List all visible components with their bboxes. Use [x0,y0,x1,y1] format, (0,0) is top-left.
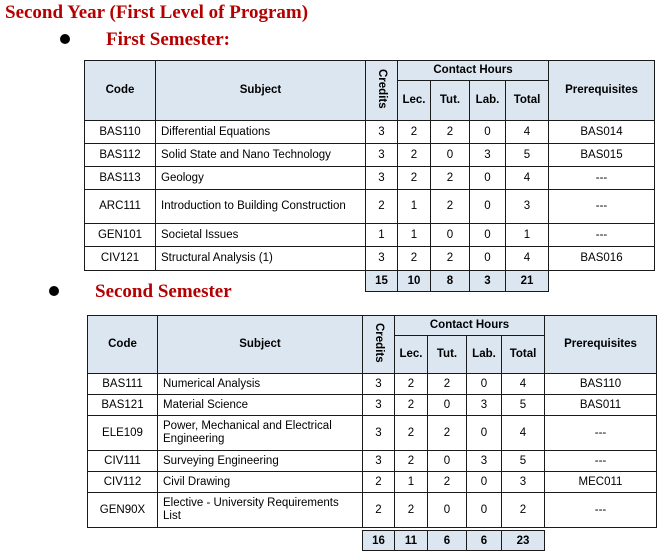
semester-2-totals [362,530,545,551]
course-tut: 2 [428,416,467,451]
total-lec: 10 [398,271,431,292]
course-code: ELE109 [88,416,158,451]
course-total: 4 [502,374,545,395]
course-prereq: BAS014 [549,121,655,144]
header-lab: Lab. [470,81,506,121]
course-credits: 3 [366,247,398,271]
table-row [88,395,657,416]
course-subject: Geology [156,167,366,190]
total-credits: 15 [366,271,398,292]
course-code: BAS121 [88,395,158,416]
course-code: ARC111 [85,190,156,224]
bullet-icon [60,34,70,44]
course-code: CIV112 [88,472,158,493]
course-total: 3 [506,190,549,224]
course-code: GEN101 [85,224,156,247]
course-credits: 3 [363,451,395,472]
course-tut: 0 [428,395,467,416]
course-total: 4 [502,416,545,451]
course-credits: 3 [366,121,398,144]
course-subject: Introduction to Building Construction [156,190,366,224]
header-credits: Credits [363,316,395,374]
table-row [85,121,655,144]
course-lec: 2 [398,167,431,190]
course-credits: 3 [366,144,398,167]
total-lec: 11 [395,531,428,551]
course-code: CIV121 [85,247,156,271]
course-credits: 3 [363,416,395,451]
course-credits: 1 [366,224,398,247]
course-credits: 3 [366,167,398,190]
total-lab: 3 [470,271,506,292]
course-prereq: BAS110 [545,374,657,395]
course-prereq: --- [545,416,657,451]
course-lab: 3 [467,451,502,472]
total-tut: 6 [428,531,467,551]
header-contact-hours: Contact Hours [395,316,545,336]
semester-1-heading [60,29,230,51]
total-hours: 23 [502,531,545,551]
semester-1-totals [365,270,549,292]
course-lec: 1 [398,224,431,247]
course-subject: Structural Analysis (1) [156,247,366,271]
total-tut: 8 [431,271,470,292]
course-subject: Material Science [158,395,363,416]
course-tut: 0 [431,144,470,167]
course-code: GEN90X [88,493,158,528]
course-lec: 2 [395,493,428,528]
table-row [85,167,655,190]
course-total: 3 [502,472,545,493]
table-row [85,190,655,224]
semester-1-title: First Semester: [106,29,230,50]
table-row [88,451,657,472]
course-lec: 1 [395,472,428,493]
course-subject: Elective - University Requirements List [158,493,363,528]
header-total: Total [502,336,545,374]
course-subject: Numerical Analysis [158,374,363,395]
course-code: BAS111 [88,374,158,395]
course-lec: 2 [395,395,428,416]
course-total: 2 [502,493,545,528]
table-row [88,374,657,395]
table-row [88,493,657,528]
header-lab: Lab. [467,336,502,374]
table-row [88,416,657,451]
course-tut: 2 [428,472,467,493]
course-lec: 2 [398,144,431,167]
header-subject: Subject [158,316,363,374]
total-lab: 6 [467,531,502,551]
course-credits: 2 [363,493,395,528]
table-row [88,472,657,493]
course-total: 5 [502,451,545,472]
course-credits: 2 [363,472,395,493]
course-lab: 0 [467,472,502,493]
course-subject: Surveying Engineering [158,451,363,472]
table-row [85,247,655,271]
course-total: 4 [506,167,549,190]
course-subject: Differential Equations [156,121,366,144]
course-total: 5 [506,144,549,167]
semester-1-table [84,60,655,271]
header-prerequisites: Prerequisites [549,61,655,121]
course-subject: Solid State and Nano Technology [156,144,366,167]
course-lec: 2 [395,374,428,395]
header-tut: Tut. [428,336,467,374]
course-code: BAS112 [85,144,156,167]
course-lec: 2 [395,416,428,451]
course-credits: 3 [363,395,395,416]
course-prereq: --- [549,167,655,190]
course-tut: 0 [428,451,467,472]
semester-2-heading [49,281,232,303]
header-code: Code [88,316,158,374]
semester-2-table [87,315,657,528]
course-lab: 3 [470,144,506,167]
total-credits: 16 [363,531,395,551]
course-lab: 0 [470,167,506,190]
course-prereq: --- [545,493,657,528]
course-prereq: BAS016 [549,247,655,271]
header-tut: Tut. [431,81,470,121]
course-prereq: BAS011 [545,395,657,416]
course-prereq: --- [549,190,655,224]
course-lab: 0 [467,416,502,451]
course-tut: 0 [428,493,467,528]
course-subject: Power, Mechanical and Electrical Engineering [158,416,363,451]
course-lab: 0 [467,493,502,528]
course-code: BAS113 [85,167,156,190]
course-prereq: MEC011 [545,472,657,493]
course-subject: Civil Drawing [158,472,363,493]
header-prerequisites: Prerequisites [545,316,657,374]
course-tut: 0 [431,224,470,247]
header-total: Total [506,81,549,121]
course-total: 5 [502,395,545,416]
header-contact-hours: Contact Hours [398,61,549,81]
course-credits: 3 [363,374,395,395]
course-subject: Societal Issues [156,224,366,247]
course-credits: 2 [366,190,398,224]
course-tut: 2 [431,121,470,144]
course-lab: 0 [467,374,502,395]
total-hours: 21 [506,271,549,292]
course-lab: 0 [470,247,506,271]
course-tut: 2 [431,167,470,190]
course-lec: 2 [395,451,428,472]
course-total: 4 [506,121,549,144]
course-lec: 2 [398,121,431,144]
header-credits: Credits [366,61,398,121]
course-total: 1 [506,224,549,247]
course-lab: 0 [470,121,506,144]
course-lab: 0 [470,190,506,224]
course-prereq: --- [545,451,657,472]
page-title: Second Year (First Level of Program) [5,2,309,23]
header-lec: Lec. [395,336,428,374]
course-lab: 0 [470,224,506,247]
course-lec: 1 [398,190,431,224]
table-row [85,144,655,167]
course-lec: 2 [398,247,431,271]
course-code: BAS110 [85,121,156,144]
course-prereq: BAS015 [549,144,655,167]
header-lec: Lec. [398,81,431,121]
table-row [85,224,655,247]
course-lab: 3 [467,395,502,416]
header-subject: Subject [156,61,366,121]
course-tut: 2 [431,190,470,224]
header-code: Code [85,61,156,121]
course-prereq: --- [549,224,655,247]
course-tut: 2 [431,247,470,271]
course-tut: 2 [428,374,467,395]
bullet-icon [49,286,59,296]
course-code: CIV111 [88,451,158,472]
semester-2-title: Second Semester [95,281,232,302]
course-total: 4 [506,247,549,271]
